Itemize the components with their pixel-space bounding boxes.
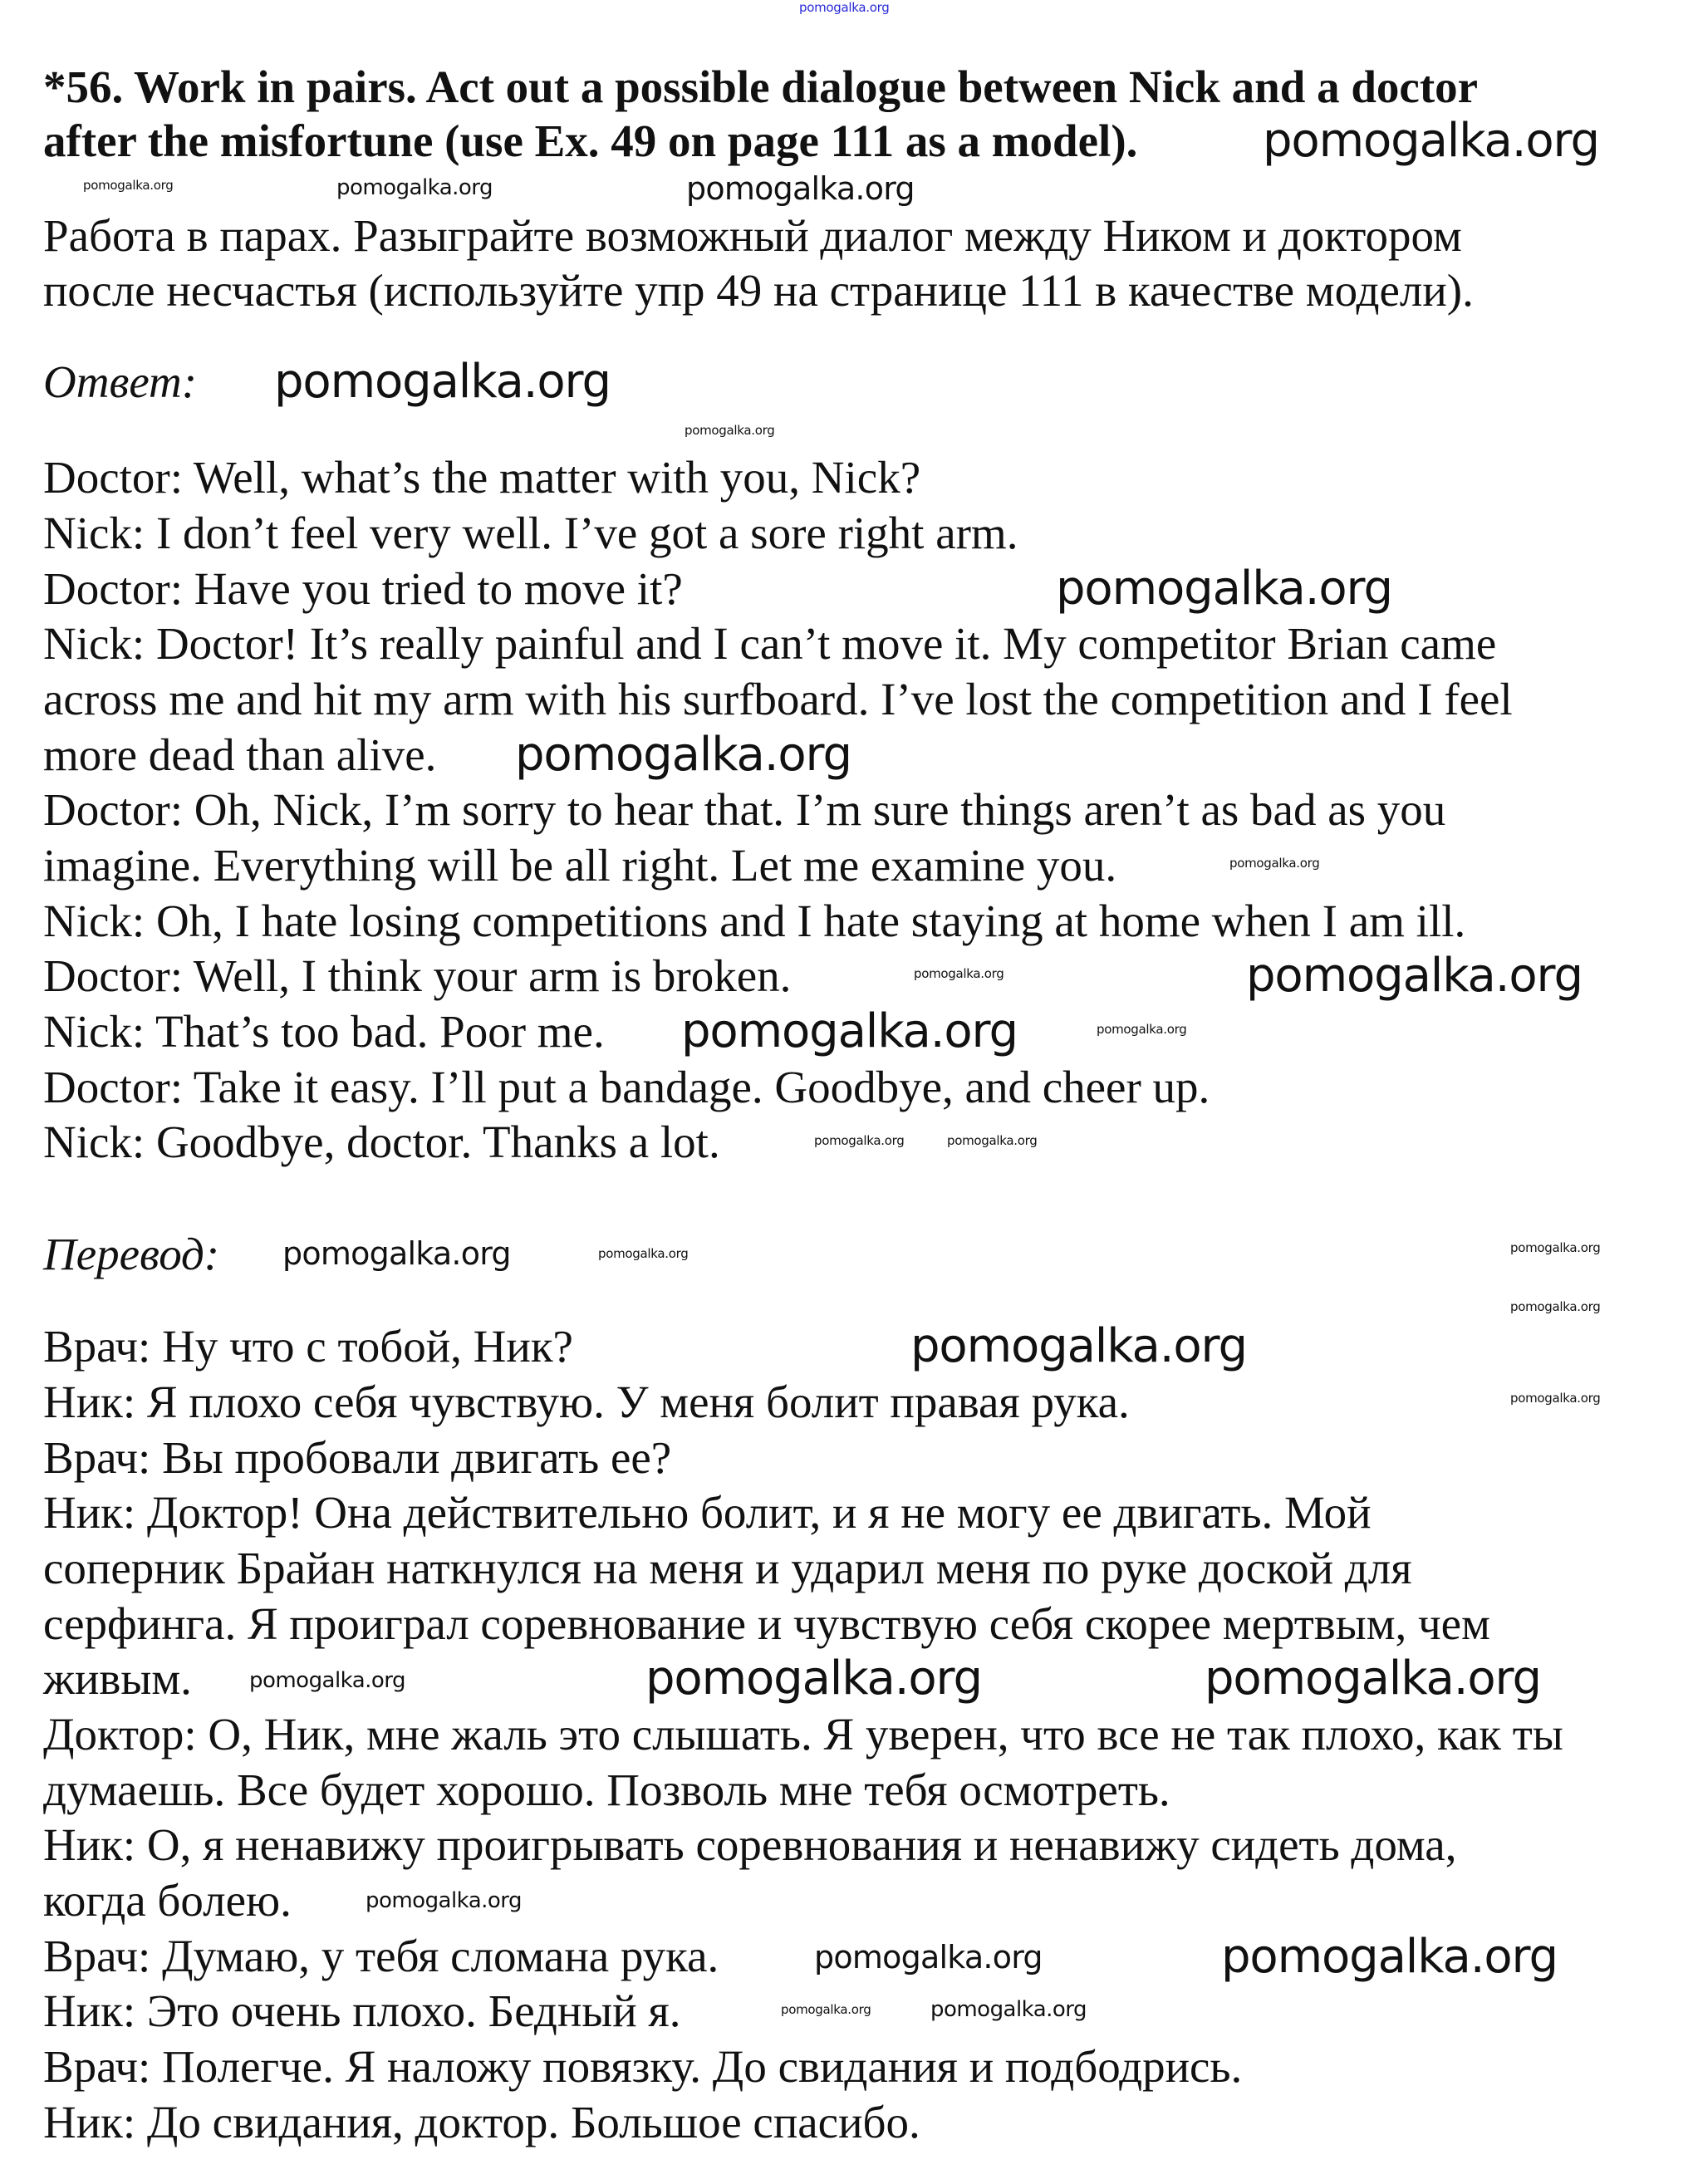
task-title-line: *56. Work in pairs. Act out a possible dialogue between Nick and a doctor <box>43 61 1479 112</box>
translation-line: живым. <box>43 1653 192 1704</box>
translation-line: Доктор: О, Ник, мне жаль это слышать. Я уверен, что все не так плохо, как ты <box>43 1709 1563 1759</box>
watermark: pomogalka.org <box>1246 949 1583 1003</box>
answer-heading: Ответ: <box>43 356 198 407</box>
translation-line: Врач: Вы пробовали двигать ее? <box>43 1432 672 1483</box>
translation-line: когда болею. <box>43 1875 292 1926</box>
translation-heading: Перевод: <box>43 1229 220 1279</box>
task-translation-line: Работа в парах. Разыграйте возможный диалог между Ником и доктором <box>43 210 1462 261</box>
translation-line: серфинга. Я проиграл соревнование и чувствую себя скорее мертвым, чем <box>43 1598 1490 1649</box>
watermark: pomogalka.org <box>366 1888 522 1913</box>
dialogue-line: Nick: Oh, I hate losing competitions and I hate staying at home when I am ill. <box>43 896 1466 946</box>
dialogue-line: Nick: That’s too bad. Poor me. <box>43 1006 605 1057</box>
watermark: pomogalka.org <box>814 1133 905 1148</box>
watermark: pomogalka.org <box>947 1133 1038 1148</box>
watermark: pomogalka.org <box>781 2002 871 2017</box>
dialogue-line: Doctor: Have you tried to move it? <box>43 563 683 614</box>
dialogue-line: across me and hit my arm with his surfboard. I’ve lost the competition and I feel <box>43 674 1513 724</box>
watermark: pomogalka.org <box>598 1246 689 1261</box>
dialogue-line: Nick: Goodbye, doctor. Thanks a lot. <box>43 1117 720 1167</box>
translation-line: Ник: Это очень плохо. Бедный я. <box>43 1985 681 2036</box>
watermark: pomogalka.org <box>1510 1240 1601 1255</box>
dialogue-line: Nick: Doctor! It’s really painful and I can’t move it. My competitor Brian came <box>43 618 1497 669</box>
translation-line: Врач: Полегче. Я наложу повязку. До свидания и подбодрись. <box>43 2041 1243 2092</box>
translation-line: думаешь. Все будет хорошо. Позволь мне тебя осмотреть. <box>43 1764 1170 1815</box>
dialogue-line: imagine. Everything will be all right. Let me examine you. <box>43 840 1117 891</box>
dialogue-line: Doctor: Oh, Nick, I’m sorry to hear that. I’m sure things aren’t as bad as you <box>43 784 1446 835</box>
translation-line: Ник: Доктор! Она действительно болит, и я не могу ее двигать. Мой <box>43 1487 1372 1538</box>
watermark: pomogalka.org <box>274 355 611 409</box>
watermark: pomogalka.org <box>685 423 775 438</box>
watermark: pomogalka.org <box>249 1668 405 1693</box>
watermark: pomogalka.org <box>910 1319 1247 1373</box>
watermark: pomogalka.org <box>1056 562 1392 616</box>
watermark: pomogalka.org <box>1510 1299 1601 1314</box>
watermark: pomogalka.org <box>930 1997 1087 2022</box>
translation-line: Врач: Ну что с тобой, Ник? <box>43 1321 573 1372</box>
dialogue-line: Doctor: Well, I think your arm is broken. <box>43 950 792 1001</box>
watermark: pomogalka.org <box>1510 1391 1601 1406</box>
dialogue-line: more dead than alive. <box>43 729 437 780</box>
watermark: pomogalka.org <box>681 1004 1018 1058</box>
watermark: pomogalka.org <box>686 170 915 207</box>
translation-line: Ник: Я плохо себя чувствую. У меня болит правая рука. <box>43 1377 1130 1427</box>
watermark: pomogalka.org <box>1221 1930 1558 1984</box>
translation-line: соперник Брайан наткнулся на меня и ударил меня по руке доской для <box>43 1543 1412 1593</box>
dialogue-line: Nick: I don’t feel very well. I’ve got a sore right arm. <box>43 508 1018 558</box>
watermark: pomogalka.org <box>515 728 851 782</box>
watermark: pomogalka.org <box>336 175 493 200</box>
watermark: pomogalka.org <box>1097 1022 1187 1037</box>
watermark: pomogalka.org <box>1205 1651 1541 1705</box>
dialogue-line: Doctor: Well, what’s the matter with you, Nick? <box>43 452 921 503</box>
watermark: pomogalka.org <box>83 178 174 193</box>
translation-line: Ник: О, я ненавижу проигрывать соревнования и ненавижу сидеть дома, <box>43 1819 1457 1870</box>
task-translation-line: после несчастья (используйте упр 49 на странице 111 в качестве модели). <box>43 265 1474 316</box>
watermark: pomogalka.org <box>1263 114 1599 168</box>
dialogue-line: Doctor: Take it easy. I’ll put a bandage. Goodbye, and cheer up. <box>43 1062 1210 1112</box>
watermark: pomogalka.org <box>282 1235 511 1272</box>
watermark: pomogalka.org <box>1229 856 1320 871</box>
translation-line: Ник: До свидания, доктор. Большое спасибо. <box>43 2097 920 2147</box>
watermark: pomogalka.org <box>914 966 1004 981</box>
task-title-line: after the misfortune (use Ex. 49 on page 111 as a model). <box>43 115 1138 166</box>
translation-line: Врач: Думаю, у тебя сломана рука. <box>43 1931 719 1981</box>
watermark: pomogalka.org <box>645 1651 982 1705</box>
watermark: pomogalka.org <box>814 1939 1043 1975</box>
watermark: pomogalka.org <box>799 0 890 15</box>
